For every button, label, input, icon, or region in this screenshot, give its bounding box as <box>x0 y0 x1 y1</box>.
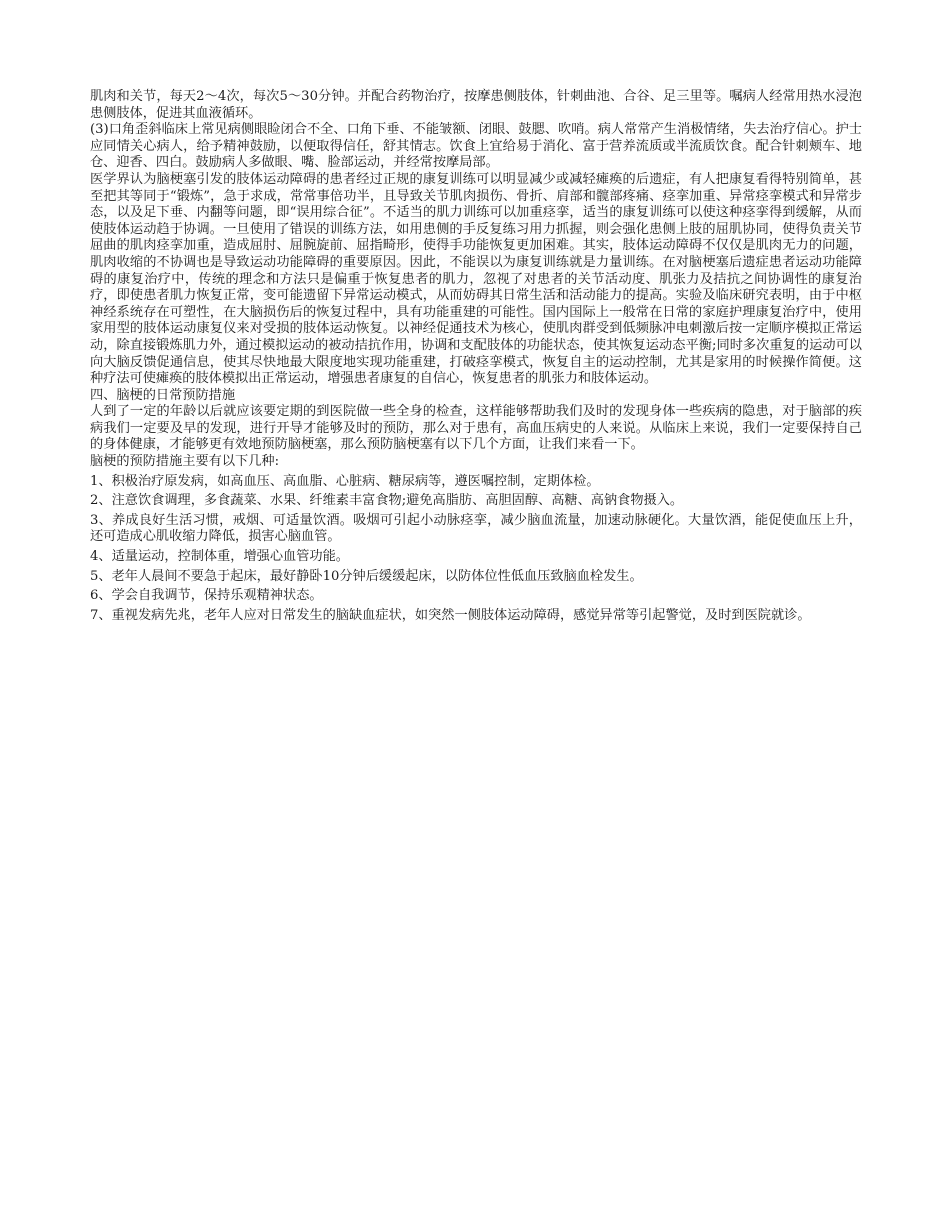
paragraph-facial-droop: (3)口角歪斜临床上常见病侧眼睑闭合不全、口角下垂、不能皱额、闭眼、鼓腮、吹哨。病人常常产生消极情绪，失去治疗信心。护士应同情关心病人，给予精神鼓励，以便取得信任，舒其情志。饮食上宜给易于消化、富于营养流质或半流质饮食。配合针刺颊车、地仓、迎香、四白。鼓励病人多做眼、嘴、脸部运动，并经常按摩局部。 <box>90 122 862 171</box>
list-intro: 脑梗的预防措施主要有以下几种: <box>90 454 280 470</box>
paragraph-rehabilitation: 医学界认为脑梗塞引发的肢体运动障碍的患者经过正规的康复训练可以明显减少或减轻瘫痪的后遗症，有人把康复看得特别简单，甚至把其等同于“锻炼”，急于求成，常常事倍功半，且导致关节肌肉损伤、骨折、肩部和髋部疼痛、痉挛加重、异常痉挛模式和异常步态，以及足下垂、内翻等问题，即“误用综合征”。不适当的肌力训练可以加重痉挛，适当的康复训练可以使这种痉挛得到缓解，从而使肢体运动趋于协调。一旦使用了错误的训练方法，如用患侧的手反复练习用力抓握，则会强化患侧上肢的屈肌协同，使得负责关节屈曲的肌肉痉挛加重，造成屈肘、屈腕旋前、屈指畸形，使得手功能恢复更加困难。其实，肢体运动障碍不仅仅是肌肉无力的问题，肌肉收缩的不协调也是导致运动功能障碍的重要原因。因此，不能误以为康复训练就是力量训练。在对脑梗塞后遗症患者运动功能障碍的康复治疗中，传统的理念和方法只是偏重于恢复患者的肌力，忽视了对患者的关节活动度、肌张力及拮抗之间协调性的康复治疗，即使患者肌力恢复正常，变可能遗留下异常运动模式，从而妨碍其日常生活和活动能力的提高。实验及临床研究表明，由于中枢神经系统存在可塑性，在大脑损伤后的恢复过程中，具有功能重建的可能性。国内国际上一般常在日常的家庭护理康复治疗中，使用家用型的肢体运动康复仪来对受损的肢体运动恢复。以神经促通技术为核心，使肌肉群受到低频脉冲电刺激后按一定顺序模拟正常运动，除直接锻炼肌力外，通过模拟运动的被动拮抗作用，协调和支配肢体的功能状态，使其恢复运动态平衡;同时多次重复的运动可以向大脑反馈促通信息，使其尽快地最大限度地实现功能重建，打破痉挛模式，恢复自主的运动控制，尤其是家用的时候操作简便。这种疗法可使瘫痪的肢体模拟出正常运动，增强患者康复的自信心，恢复患者的肌张力和肢体运动。 <box>90 171 862 387</box>
list-item: 2、注意饮食调理，多食蔬菜、水果、纤维素丰富食物;避免高脂肪、高胆固醇、高糖、高钠食物摄入。 <box>90 493 684 509</box>
paragraph-checkup-advice: 人到了一定的年龄以后就应该要定期的到医院做一些全身的检查，这样能够帮助我们及时的发现身体一些疾病的隐患，对于脑部的疾病我们一定要及早的发现，进行开导才能够及时的预防，那么对于患有，高血压病史的人来说。从临床上来说，我们一定要保持自己的身体健康，才能够更有效地预防脑梗塞，那么预防脑梗塞有以下几个方面，让我们来看一下。 <box>90 404 862 453</box>
list-item: 6、学会自我调节，保持乐观精神状态。 <box>90 588 323 604</box>
list-item: 5、老年人晨间不要急于起床，最好静卧10分钟后缓缓起床，以防体位性低血压致脑血栓发生。 <box>90 568 643 584</box>
list-item: 4、适量运动，控制体重，增强心血管功能。 <box>90 549 349 565</box>
list-item: 7、重视发病先兆，老年人应对日常发生的脑缺血症状，如突然一侧肢体运动障碍，感觉异常等引起警觉，及时到医院就诊。 <box>90 607 811 623</box>
paragraph-massage-continuation: 肌肉和关节，每天2～4次，每次5～30分钟。并配合药物治疗，按摩患侧肢体，针刺曲池、合谷、足三里等。嘱病人经常用热水浸泡患侧肢体，促进其血液循环。 <box>90 89 862 121</box>
list-item: 1、积极治疗原发病，如高血压、高血脂、心脏病、糖尿病等，遵医嘱控制，定期体检。 <box>90 473 600 489</box>
document-page <box>90 89 862 624</box>
list-item: 3、养成良好生活习惯，戒烟、可适量饮酒。吸烟可引起小动脉痉挛，减少脑血流量，加速动脉硬化。大量饮酒，能促使血压上升，还可造成心肌收缩力降低，损害心脑血管。 <box>90 512 862 545</box>
section-heading-prevention: 四、脑梗的日常预防措施 <box>90 387 236 403</box>
